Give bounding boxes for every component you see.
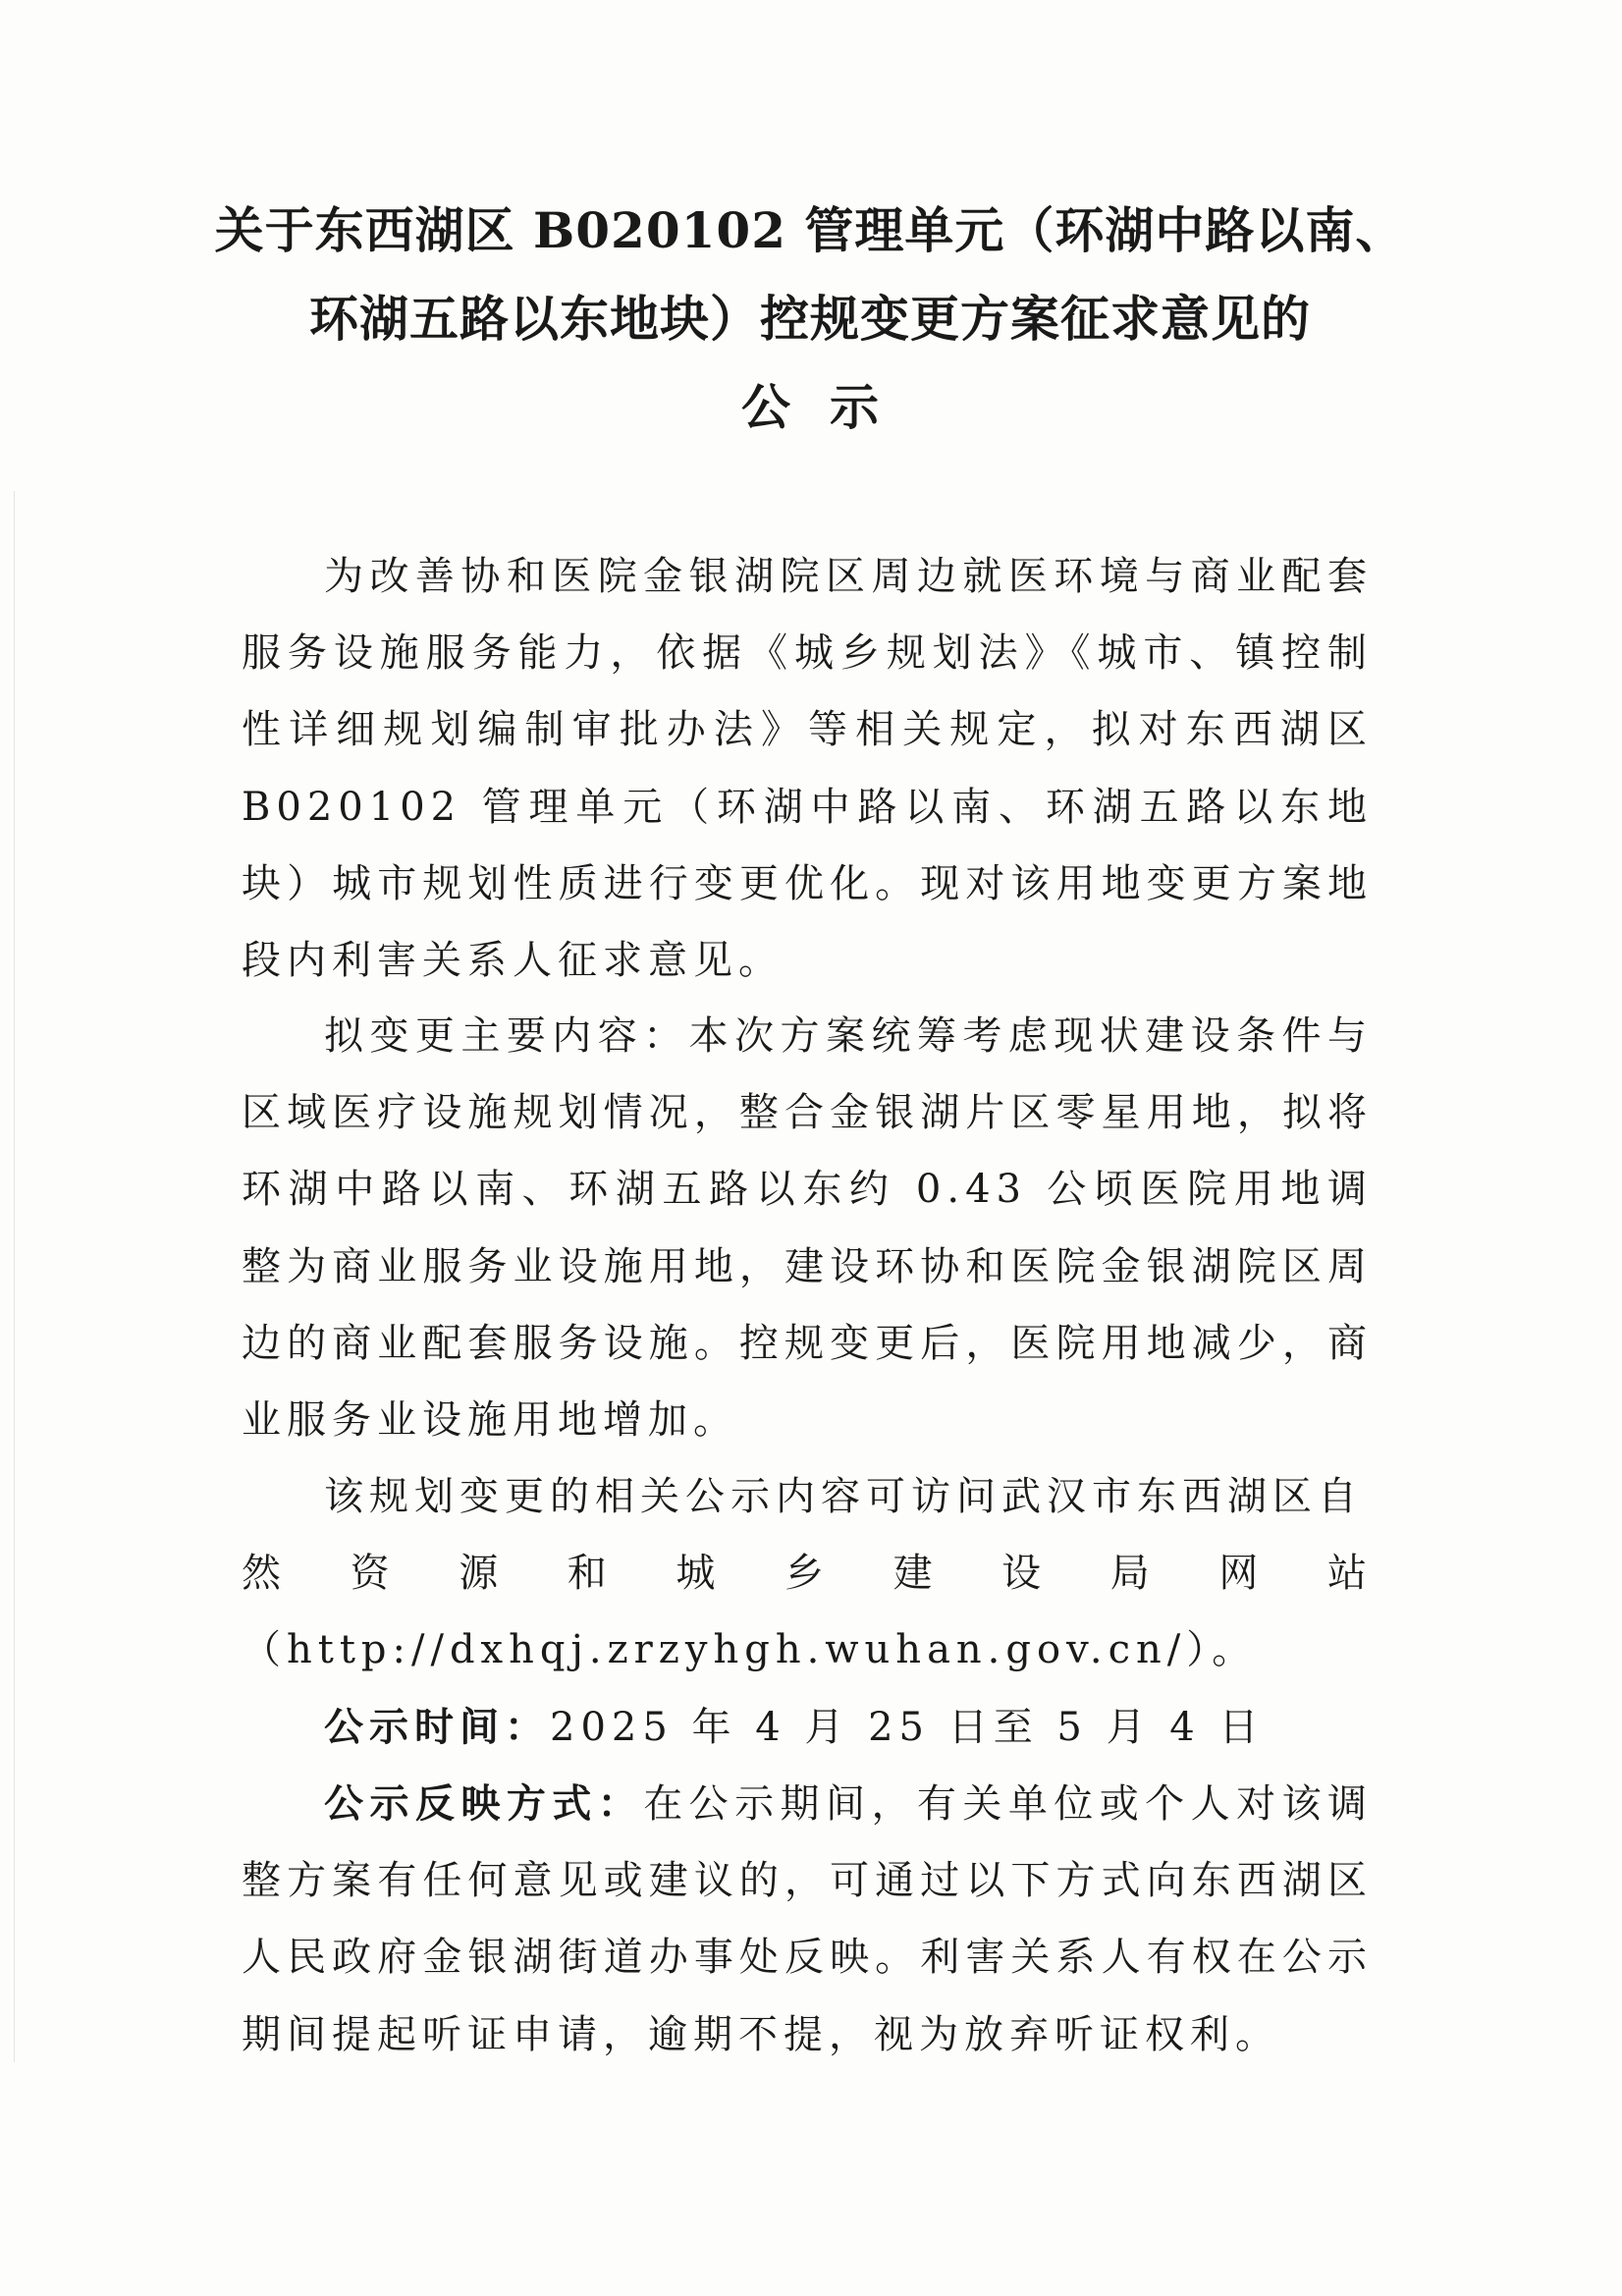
paragraph-notice-period [242, 1689, 1373, 1766]
scan-edge-line [14, 491, 15, 2062]
paragraph-purpose-text: 为改善协和医院金银湖院区周边就医环境与商业配套服务设施服务能力，依据《城乡规划法》《城市、镇控制性详细规划编制审批办法》等相关规定，拟对东西湖区 B020102 管理单元（环湖中路以南、环湖五路以东地块）城市规划性质进行变更优化。现对该用地变更方案地段内利害关系人征求意见。 [242, 554, 1373, 984]
feedback-label: 公示反映方式： [324, 1781, 644, 1827]
paragraph-website-line-2 [242, 1535, 1373, 1612]
title-line-3: 公示 [741, 378, 918, 436]
title-line-1: 关于东西湖区 B020102 管理单元（环湖中路以南、 [214, 201, 1406, 259]
spread-char: 局 [1109, 1551, 1156, 1597]
notice-period-value: 2025 年 4 月 25 日至 5 月 4 日 [550, 1705, 1265, 1750]
spread-char: 站 [1326, 1551, 1373, 1597]
paragraph-feedback [242, 1766, 1373, 2073]
feedback-value: 在公示期间，有关单位或个人对该调整方案有任何意见或建议的，可通过以下方式向东西湖区人民政府金银湖街道办事处反映。利害关系人有权在公示期间提起听证申请，逾期不提，视为放弃听证权利。 [242, 1781, 1374, 2057]
notice-period-label: 公示时间： [324, 1705, 550, 1750]
notice-period-line [242, 1689, 1373, 1766]
paragraph-website-line-1: 该规划变更的相关公示内容可访问武汉市东西湖区自 [324, 1474, 1363, 1519]
website-url[interactable]: （http://dxhqj.zrzyhgh.wuhan.gov.cn/）。 [242, 1627, 1258, 1673]
spread-char: 建 [892, 1551, 939, 1597]
title-line-2: 环湖五路以东地块）控规变更方案征求意见的 [309, 290, 1311, 348]
paragraph-website [242, 1458, 1373, 1689]
spread-char: 和 [567, 1551, 613, 1597]
spread-char: 网 [1218, 1551, 1265, 1597]
paragraph-changes [242, 998, 1373, 1458]
spread-char: 城 [676, 1551, 722, 1597]
paragraph-purpose [242, 538, 1373, 999]
spread-char: 乡 [784, 1551, 830, 1597]
spread-char: 设 [1001, 1551, 1048, 1597]
spread-char: 源 [459, 1551, 505, 1597]
spread-char: 资 [350, 1551, 396, 1597]
feedback-line [242, 1766, 1373, 2073]
paragraph-changes-text: 拟变更主要内容：本次方案统筹考虑现状建设条件与区域医疗设施规划情况，整合金银湖片区零星用地，拟将环湖中路以南、环湖五路以东约 0.43 公顷医院用地调整为商业服务业设施用地，建设环协和医院金银湖院区周边的商业配套服务设施。控规变更后，医院用地减少，商业服务业设施用地增加。 [242, 1013, 1373, 1444]
spread-char: 然 [242, 1551, 287, 1597]
